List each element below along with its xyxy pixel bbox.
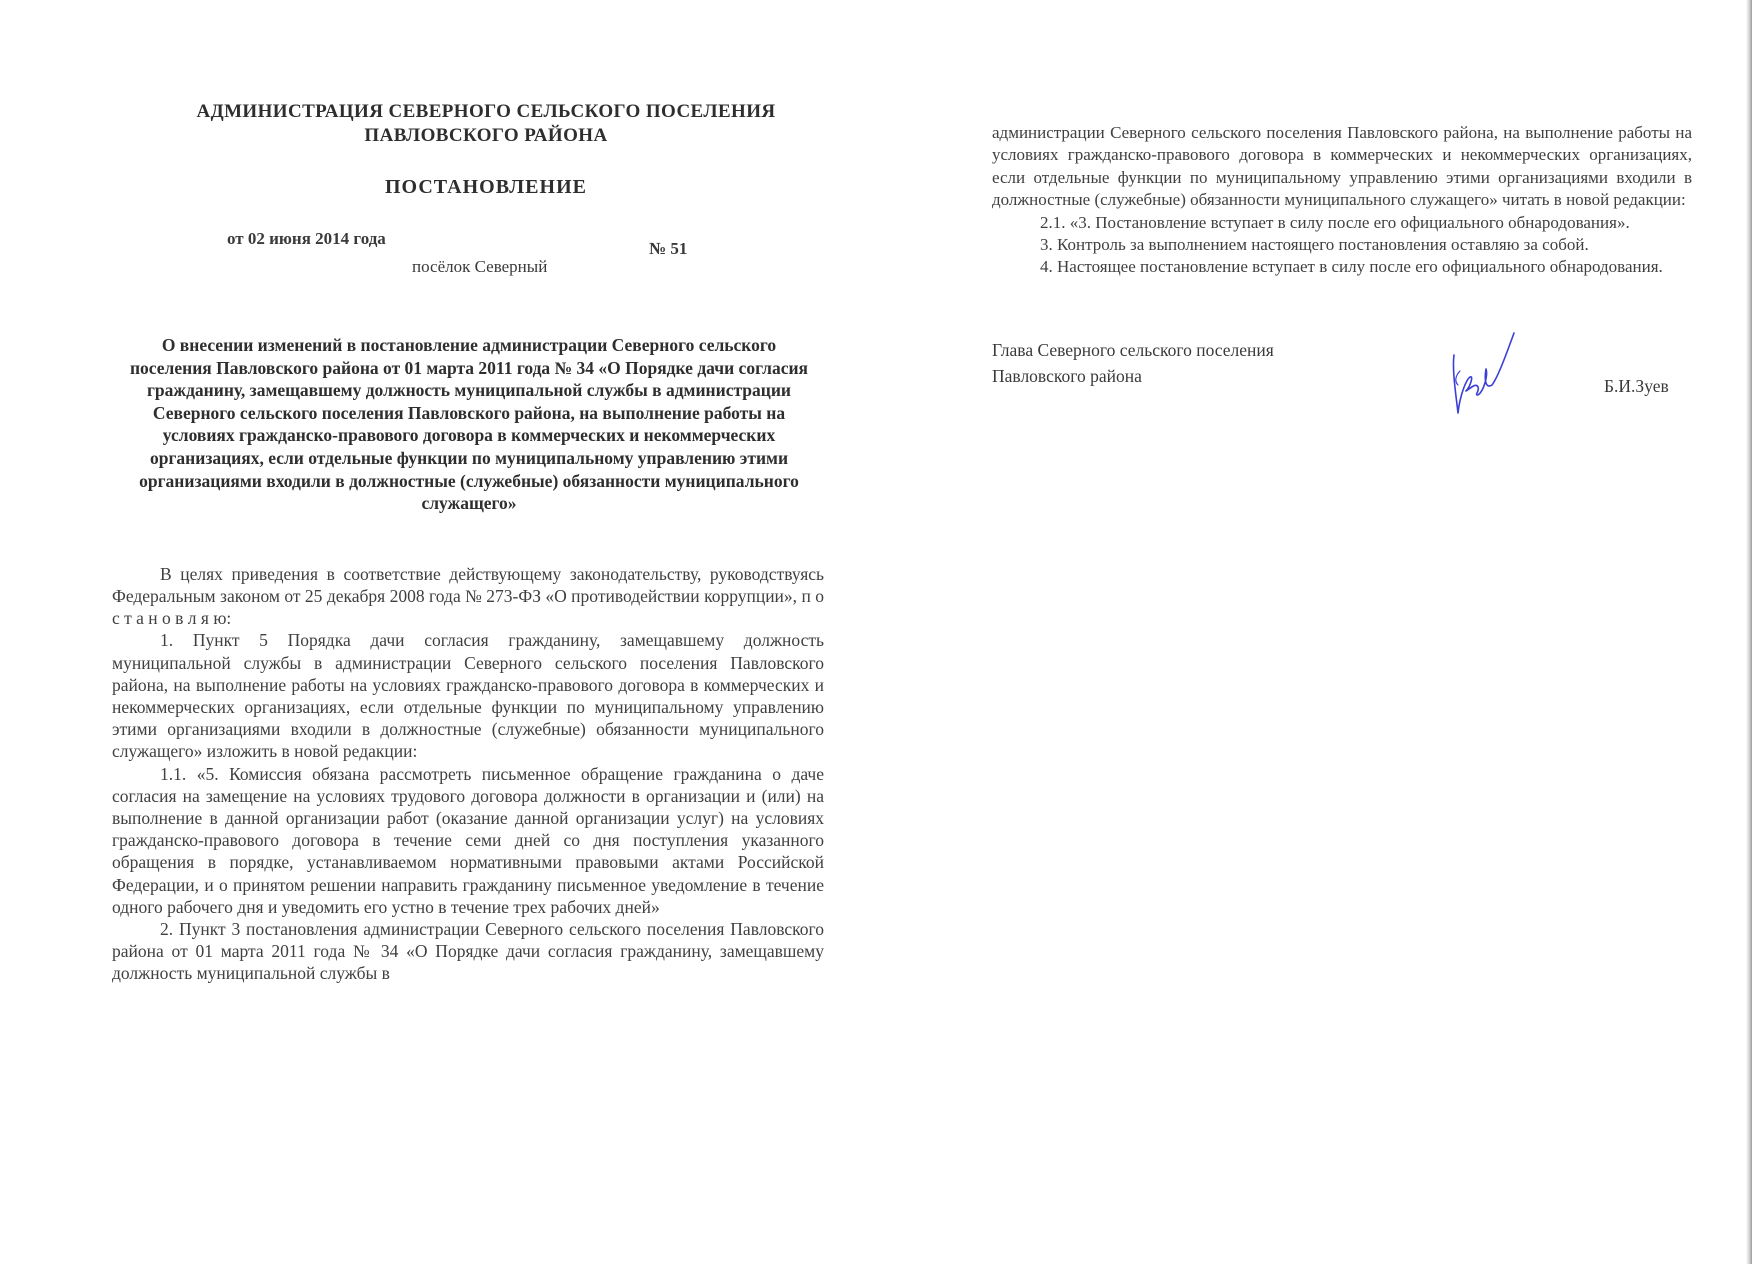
preamble-paragraph: В целях приведения в соответствие действующему законодательству, руководствуясь Федеральным законом от 25 декабря 2008 года № 273-ФЗ «О противодействии коррупции», п о с т а н о в л я ю: bbox=[112, 563, 824, 629]
signer-title bbox=[992, 337, 1274, 389]
item-2-continued-paragraph: администрации Северного сельского поселения Павловского района, на выполнение работы на условиях гражданско-правового договора в коммерческих и некоммерческих организациях, если отдельные функции по муниципальному управлению этими организациями входили в должностные (служебные) обязанности муниципального служащего» читать в новой редакции: bbox=[992, 123, 1692, 210]
handwritten-signature bbox=[1440, 325, 1520, 425]
document-right-column bbox=[992, 122, 1692, 457]
organization-line-2: ПАВЛОВСКОГО РАЙОНА bbox=[364, 125, 608, 146]
item-2-paragraph: 2. Пункт 3 постановления администрации Северного сельского поселения Павловского района от 01 марта 2011 года № 34 «О Порядке дачи согласия гражданину, замещавшему должность муниципальной службы в bbox=[112, 919, 824, 984]
document-body bbox=[112, 563, 824, 985]
scan-edge bbox=[1746, 0, 1752, 1264]
signer-name: Б.И.Зуев bbox=[1604, 375, 1669, 396]
document-subject: О внесении изменений в постановление администрации Северного сельского поселения Павловского района от 01 марта 2011 года № 34 «О Порядке дачи согласия гражданину, замещавшему должность муниципальной службы в администрации Северного сельского поселения Павловского района, на выполнение работы на условиях гражданско-правового договора в коммерческих и некоммерческих организациях, если отдельные функции по муниципальному управлению этими организациями входили в должностные (служебные) обязанности муниципального служащего» bbox=[129, 335, 809, 514]
organization-header bbox=[148, 100, 824, 148]
signature-block bbox=[992, 337, 1692, 457]
item-3-paragraph: 3. Контроль за выполнением настоящего постановления оставляю за собой. bbox=[1040, 235, 1589, 255]
document-left-column bbox=[112, 100, 824, 985]
item-1-1-paragraph: 1.1. «5. Комиссия обязана рассмотреть письменное обращение гражданина о даче согласия на замещение на условиях трудового договора должности в организации и (или) на выполнение в данной организации работ (оказание данной организации услуг) на условиях гражданско-правового договора в течение семи дней со дня поступления указанного обращения в порядке, устанавливаемом нормативными правовыми актами Российской Федерации, и о принятом решении направить гражданину письменное уведомление в течение одного рабочего дня и уведомить его устно в течение трех рабочих дней» bbox=[112, 763, 824, 917]
item-4-paragraph: 4. Настоящее постановление вступает в силу после его официального обнародования. bbox=[1040, 257, 1663, 277]
document-number: № 51 bbox=[649, 239, 688, 258]
document-date: от 02 июня 2014 года bbox=[227, 229, 386, 248]
document-type: ПОСТАНОВЛЕНИЕ bbox=[385, 176, 587, 198]
item-2-1-paragraph: 2.1. «3. Постановление вступает в силу после его официального обнародования». bbox=[1040, 212, 1630, 232]
document-place: посёлок Северный bbox=[412, 257, 548, 276]
signer-title-line-2: Павловского района bbox=[992, 365, 1142, 386]
date-number-row bbox=[112, 229, 824, 277]
document-body-continued bbox=[992, 122, 1692, 279]
signer-title-line-1: Глава Северного сельского поселения bbox=[992, 339, 1274, 360]
item-1-paragraph: 1. Пункт 5 Порядка дачи согласия гражданину, замещавшему должность муниципальной службы в администрации Северного сельского поселения Павловского района, на выполнение работы на условиях гражданско-правового договора в коммерческих и некоммерческих организациях, если отдельные функции по муниципальному управлению этими организациями входили в должностные (служебные) обязанности муниципального служащего» изложить в новой редакции: bbox=[112, 630, 824, 762]
organization-line-1: АДМИНИСТРАЦИЯ СЕВЕРНОГО СЕЛЬСКОГО ПОСЕЛЕНИЯ bbox=[196, 101, 776, 122]
